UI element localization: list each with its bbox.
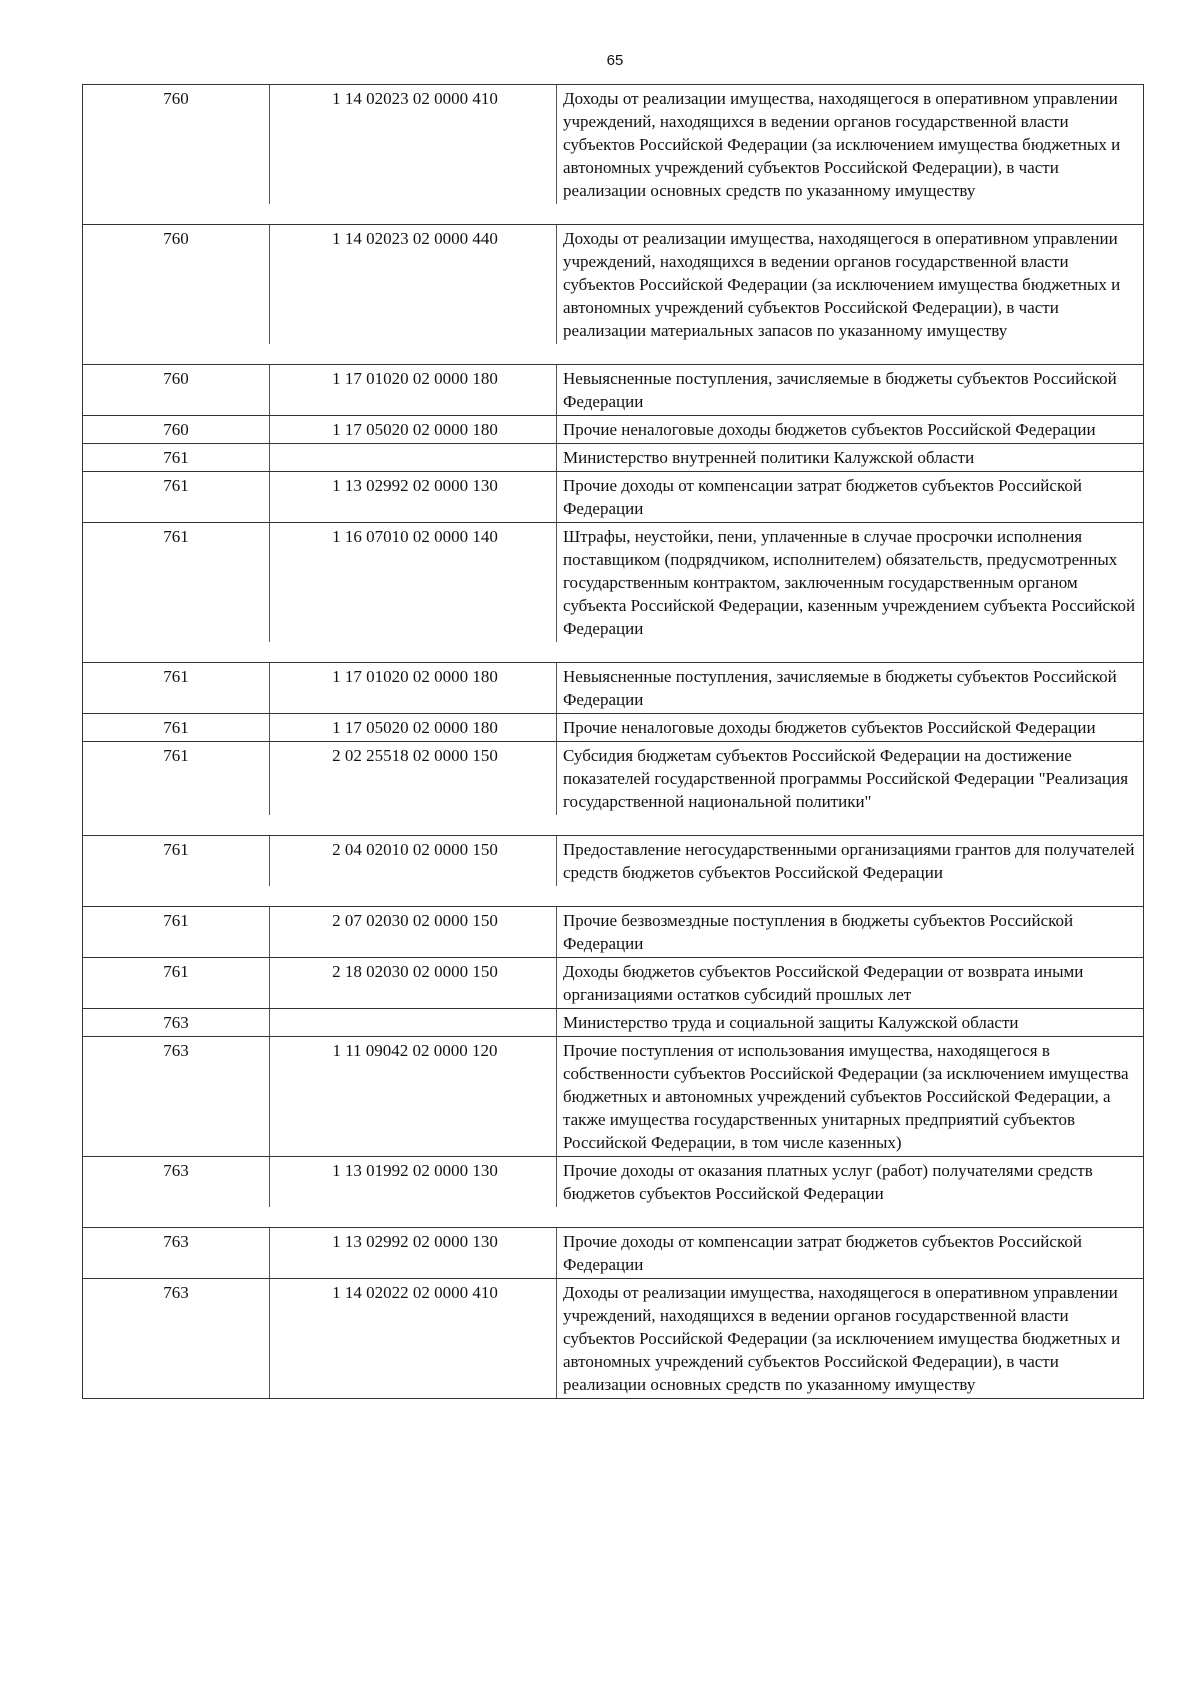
table-row: [83, 662, 1143, 713]
budget-classification-code-cell: [270, 444, 557, 471]
budget-classification-code-cell: 1 13 02992 02 0000 130: [270, 1228, 557, 1278]
revenue-description-cell: Прочие неналоговые доходы бюджетов субъектов Российской Федерации: [563, 718, 1096, 737]
table-row: [83, 741, 1143, 835]
administrator-code-cell: 763: [83, 1037, 270, 1156]
table-row: [83, 415, 1143, 443]
table-row: [83, 1156, 1143, 1227]
budget-classification-code-cell: [270, 1009, 557, 1036]
table-row: [83, 1008, 1143, 1036]
revenue-description-cell: Прочие доходы от оказания платных услуг (работ) получателями средств бюджетов субъектов Российской Федерации: [563, 1161, 1093, 1203]
revenue-code-table: [82, 84, 1144, 1399]
administrator-code-cell: 761: [83, 714, 270, 741]
administrator-code-cell: 761: [83, 836, 270, 886]
administrator-code-cell: 760: [83, 85, 270, 204]
administrator-code-cell: 761: [83, 742, 270, 815]
administrator-code-cell: 760: [83, 225, 270, 344]
revenue-description-cell: Предоставление негосударственными организациями грантов для получателей средств бюджетов субъектов Российской Федерации: [563, 840, 1135, 882]
administrator-code-cell: 763: [83, 1157, 270, 1207]
administrator-code-cell: 761: [83, 472, 270, 522]
budget-classification-code-cell: 2 04 02010 02 0000 150: [270, 836, 557, 886]
budget-classification-code-cell: 1 17 05020 02 0000 180: [270, 714, 557, 741]
administrator-code-cell: 760: [83, 365, 270, 415]
revenue-description-cell: Министерство внутренней политики Калужской области: [563, 448, 975, 467]
table-row: [83, 471, 1143, 522]
budget-classification-code-cell: 2 02 25518 02 0000 150: [270, 742, 557, 815]
table-row: [83, 1278, 1143, 1398]
table-row: [83, 713, 1143, 741]
table-row: [83, 522, 1143, 662]
budget-classification-code-cell: 1 14 02022 02 0000 410: [270, 1279, 557, 1398]
budget-classification-code-cell: 1 16 07010 02 0000 140: [270, 523, 557, 642]
administrator-code-cell: 761: [83, 444, 270, 471]
revenue-description-cell: Доходы от реализации имущества, находящегося в оперативном управлении учреждений, находящихся в ведении органов государственной власти субъектов Российской Федерации (за исключением имущества бюджетных и автономных учреждений субъектов Российской Федерации), в части реализации основных средств по указанному имуществу: [563, 1283, 1121, 1394]
revenue-description-cell: Штрафы, неустойки, пени, уплаченные в случае просрочки исполнения поставщиком (подрядчиком, исполнителем) обязательств, предусмотренных государственным контрактом, заключенным государственным органом субъекта Российской Федерации, казенным учреждением субъекта Российской Федерации: [563, 527, 1136, 638]
budget-classification-code-cell: 1 17 05020 02 0000 180: [270, 416, 557, 443]
table-row: [83, 1227, 1143, 1278]
revenue-description-cell: Прочие безвозмездные поступления в бюджеты субъектов Российской Федерации: [563, 911, 1074, 953]
revenue-description-cell: Доходы от реализации имущества, находящегося в оперативном управлении учреждений, находящихся в ведении органов государственной власти субъектов Российской Федерации (за исключением имущества бюджетных и автономных учреждений субъектов Российской Федерации), в части реализации материальных запасов по указанному имуществу: [563, 229, 1121, 340]
table-row: [83, 957, 1143, 1008]
table-row: [83, 443, 1143, 471]
revenue-description-cell: Министерство труда и социальной защиты Калужской области: [563, 1013, 1019, 1032]
budget-classification-code-cell: 1 17 01020 02 0000 180: [270, 365, 557, 415]
administrator-code-cell: 761: [83, 523, 270, 642]
budget-classification-code-cell: 1 14 02023 02 0000 440: [270, 225, 557, 344]
page-number: 65: [606, 52, 624, 69]
revenue-description-cell: Прочие неналоговые доходы бюджетов субъектов Российской Федерации: [563, 420, 1096, 439]
administrator-code-cell: 763: [83, 1228, 270, 1278]
administrator-code-cell: 761: [83, 907, 270, 957]
table-row: [83, 835, 1143, 906]
administrator-code-cell: 760: [83, 416, 270, 443]
revenue-description-cell: Невыясненные поступления, зачисляемые в бюджеты субъектов Российской Федерации: [563, 667, 1117, 709]
budget-classification-code-cell: 1 14 02023 02 0000 410: [270, 85, 557, 204]
revenue-description-cell: Прочие доходы от компенсации затрат бюджетов субъектов Российской Федерации: [563, 1232, 1082, 1274]
table-row: [83, 906, 1143, 957]
table-row: [83, 224, 1143, 364]
administrator-code-cell: 763: [83, 1009, 270, 1036]
administrator-code-cell: 761: [83, 958, 270, 1008]
budget-classification-code-cell: 1 17 01020 02 0000 180: [270, 663, 557, 713]
table-row: [83, 84, 1143, 224]
revenue-description-cell: Прочие доходы от компенсации затрат бюджетов субъектов Российской Федерации: [563, 476, 1082, 518]
budget-classification-code-cell: 1 13 02992 02 0000 130: [270, 472, 557, 522]
table-row: [83, 1036, 1143, 1156]
budget-classification-code-cell: 2 18 02030 02 0000 150: [270, 958, 557, 1008]
administrator-code-cell: 761: [83, 663, 270, 713]
budget-classification-code-cell: 1 13 01992 02 0000 130: [270, 1157, 557, 1207]
revenue-description-cell: Субсидия бюджетам субъектов Российской Федерации на достижение показателей государственной программы Российской Федерации "Реализация государственной национальной политики": [563, 746, 1129, 811]
budget-classification-code-cell: 1 11 09042 02 0000 120: [270, 1037, 557, 1156]
administrator-code-cell: 763: [83, 1279, 270, 1398]
revenue-description-cell: Прочие поступления от использования имущества, находящегося в собственности субъектов Российской Федерации (за исключением имущества бюджетных и автономных учреждений субъектов Российской Федерации, а также имущества государственных унитарных предприятий субъектов Российской Федерации, в том числе казенных): [563, 1041, 1129, 1152]
revenue-description-cell: Доходы от реализации имущества, находящегося в оперативном управлении учреждений, находящихся в ведении органов государственной власти субъектов Российской Федерации (за исключением имущества бюджетных и автономных учреждений субъектов Российской Федерации), в части реализации основных средств по указанному имуществу: [563, 89, 1121, 200]
table-row: [83, 364, 1143, 415]
revenue-description-cell: Невыясненные поступления, зачисляемые в бюджеты субъектов Российской Федерации: [563, 369, 1117, 411]
revenue-description-cell: Доходы бюджетов субъектов Российской Федерации от возврата иными организациями остатков субсидий прошлых лет: [563, 962, 1084, 1004]
budget-classification-code-cell: 2 07 02030 02 0000 150: [270, 907, 557, 957]
